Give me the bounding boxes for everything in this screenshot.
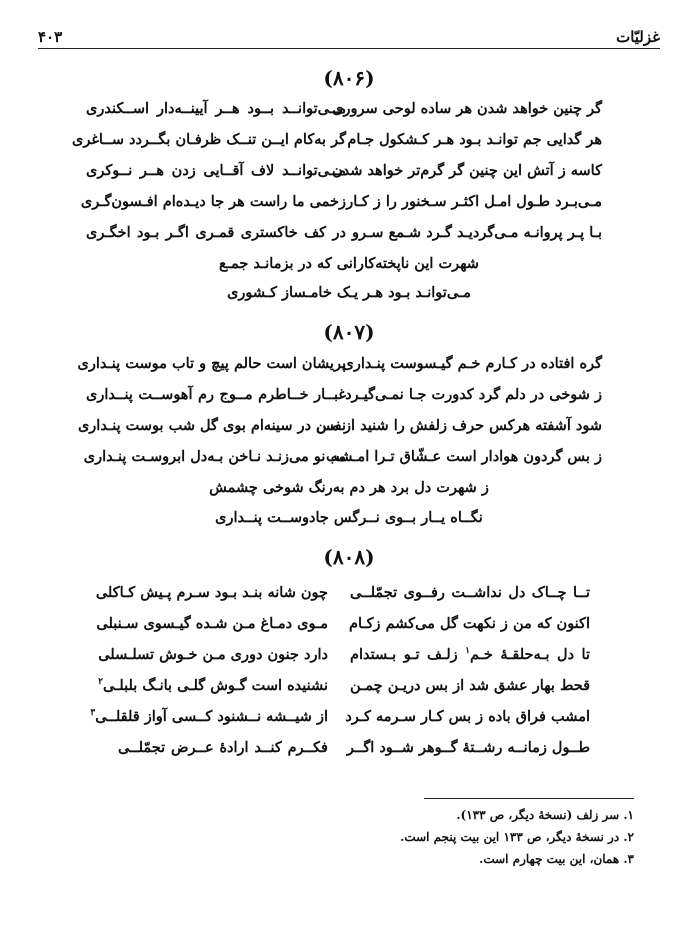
hemistich-text: نشنیده است گـوش گلـی بانـگ بلبلـی [102, 677, 328, 694]
hemistich-left: در کف خاکستری قمـری اگـر بـود اخگـری [86, 224, 346, 241]
hemistich-left: غبــار خــاطرم مــوج رم آهوســت پنــداری [86, 386, 346, 403]
hemistich-left: گر به‌کام ایــن تنــک ظرفـان بگــردد ســاغری [71, 131, 346, 148]
hemistich-right: شود آشفته هرکس حرف زلفش را شنید از مـن [315, 417, 602, 434]
hemistich-right: قحط بهار عشق شد از بس دریـن چمـن [350, 677, 590, 694]
hemistich-left: مـوی دمـاغ مـن شـده گیـسوی سـنبلی [96, 615, 328, 632]
hemistich-text: از شیــشه نــشنود کــسی آواز قلقلــی [95, 708, 328, 725]
hemistich-right: ز شوخی در دلم گرد کدورت جـا نمـی‌گیـرد [345, 386, 602, 403]
hemistich-right [350, 646, 590, 663]
hemistich-left: فکــرم کنــد ارادهٔ عــرض تجمّلــی [118, 739, 328, 756]
hemistich-right: طــول زمانــه رشــتهٔ گــوهر شــود اگــر [346, 739, 590, 756]
footnote: ۳. همان، این بیت چهارم است. [479, 852, 634, 866]
hemistich-left [98, 677, 328, 694]
poem-title-807: (۸۰۷) [323, 320, 375, 344]
hemistich-left: چون شانه بنـد بـود سـرم پـیش کـاکلی [95, 584, 328, 601]
hemistich-right: بـا پـر پروانـه مـی‌گردیـد گـرد شـمع سـرو [352, 224, 602, 241]
hemistich-left: نفس در سینه‌ام بوی گل شب بوست پنـداری [77, 417, 346, 434]
hemistich-left: مه نو می‌زنـد نـاخن بـه‌دل ابروسـت پنـداری [83, 448, 346, 465]
hemistich-right: گر چنین خواهد شدن هر ساده لوحی سروری [332, 100, 602, 117]
poem-title-806: (۸۰۶) [323, 66, 375, 90]
footnote-mark: ۲ [98, 677, 103, 688]
hemistich-left: دارد جنون دوری مـن خـوش تسلـسلی [98, 646, 328, 663]
section-title: غزلیّات [616, 28, 660, 46]
footnote-divider [424, 798, 634, 799]
footnote-mark: ۱ [465, 646, 470, 657]
hemistich-right: کاسه ز آتش این چنین گر گرم‌تر خواهد شدن [331, 162, 602, 179]
hemistich-left: مــی‌توانــد بــود هــر آیینــه‌دار اســکندری [86, 100, 346, 117]
footnote-mark: ۳ [90, 708, 96, 719]
hemistich-right: اکنون که من ز نکهت گل می‌کشم زکـام [348, 615, 590, 632]
hemistich-left: زخمی ما راست هر جا دیـده‌ام افـسون‌گـری [80, 193, 346, 210]
closing-hemistich: ز شهرت دل برد هر دم به‌رنگ شوخی چشمش [209, 479, 489, 496]
hemistich-right: گره افتاده در کـارم خـم گیـسوست پنـداری [342, 355, 602, 372]
hemistich-right: ز بس گردون هوادار است عـشّاق تـرا امـشب [326, 448, 602, 465]
hemistich-right: مـی‌بـرد طـول امـل اکثـر سـخنور را ز کـار [346, 193, 602, 210]
hemistich-left [90, 708, 328, 725]
poem-title-808: (۸۰۸) [323, 545, 375, 569]
hemistich-text: زلـف تـو بـستدام [350, 646, 458, 663]
page-number: ۴۰۳ [38, 28, 63, 46]
hemistich-right: تــا چــاک دل نداشــت رفــوی تجمّلــی [350, 584, 590, 601]
closing-hemistich: مـی‌توانـد بـود هـر یـک خامـساز کـشوری [227, 284, 471, 301]
running-header [38, 26, 660, 49]
hemistich-right: هر گدایی جم توانـد بـود هـر کـشکول جـام [347, 131, 602, 148]
hemistich-right: امشب فراق باده ز بس کـار سـرمه کـرد [345, 708, 590, 725]
closing-hemistich: شهرت این ناپخته‌کارانی که در بزمانـد جمـع [219, 255, 479, 272]
footnote: ۱. سر زلف (نسخهٔ دیگر، ص ۱۳۳). [456, 808, 634, 822]
hemistich-left: پریشان است حالم پیچ و تاب موست پنـداری [77, 355, 346, 372]
footnote: ۲. در نسخهٔ دیگر، ص ۱۳۳ این بیت پنجم است. [400, 830, 634, 844]
hemistich-text: تا دل بـه‌حلقـهٔ خـم [470, 646, 590, 663]
closing-hemistich: نگــاه یــار بــوی نــرگس جادوســت پنــداری [215, 509, 483, 526]
hemistich-left: مــی‌توانــد لاف آقــایی زدن هــر نــوکری [86, 162, 346, 179]
